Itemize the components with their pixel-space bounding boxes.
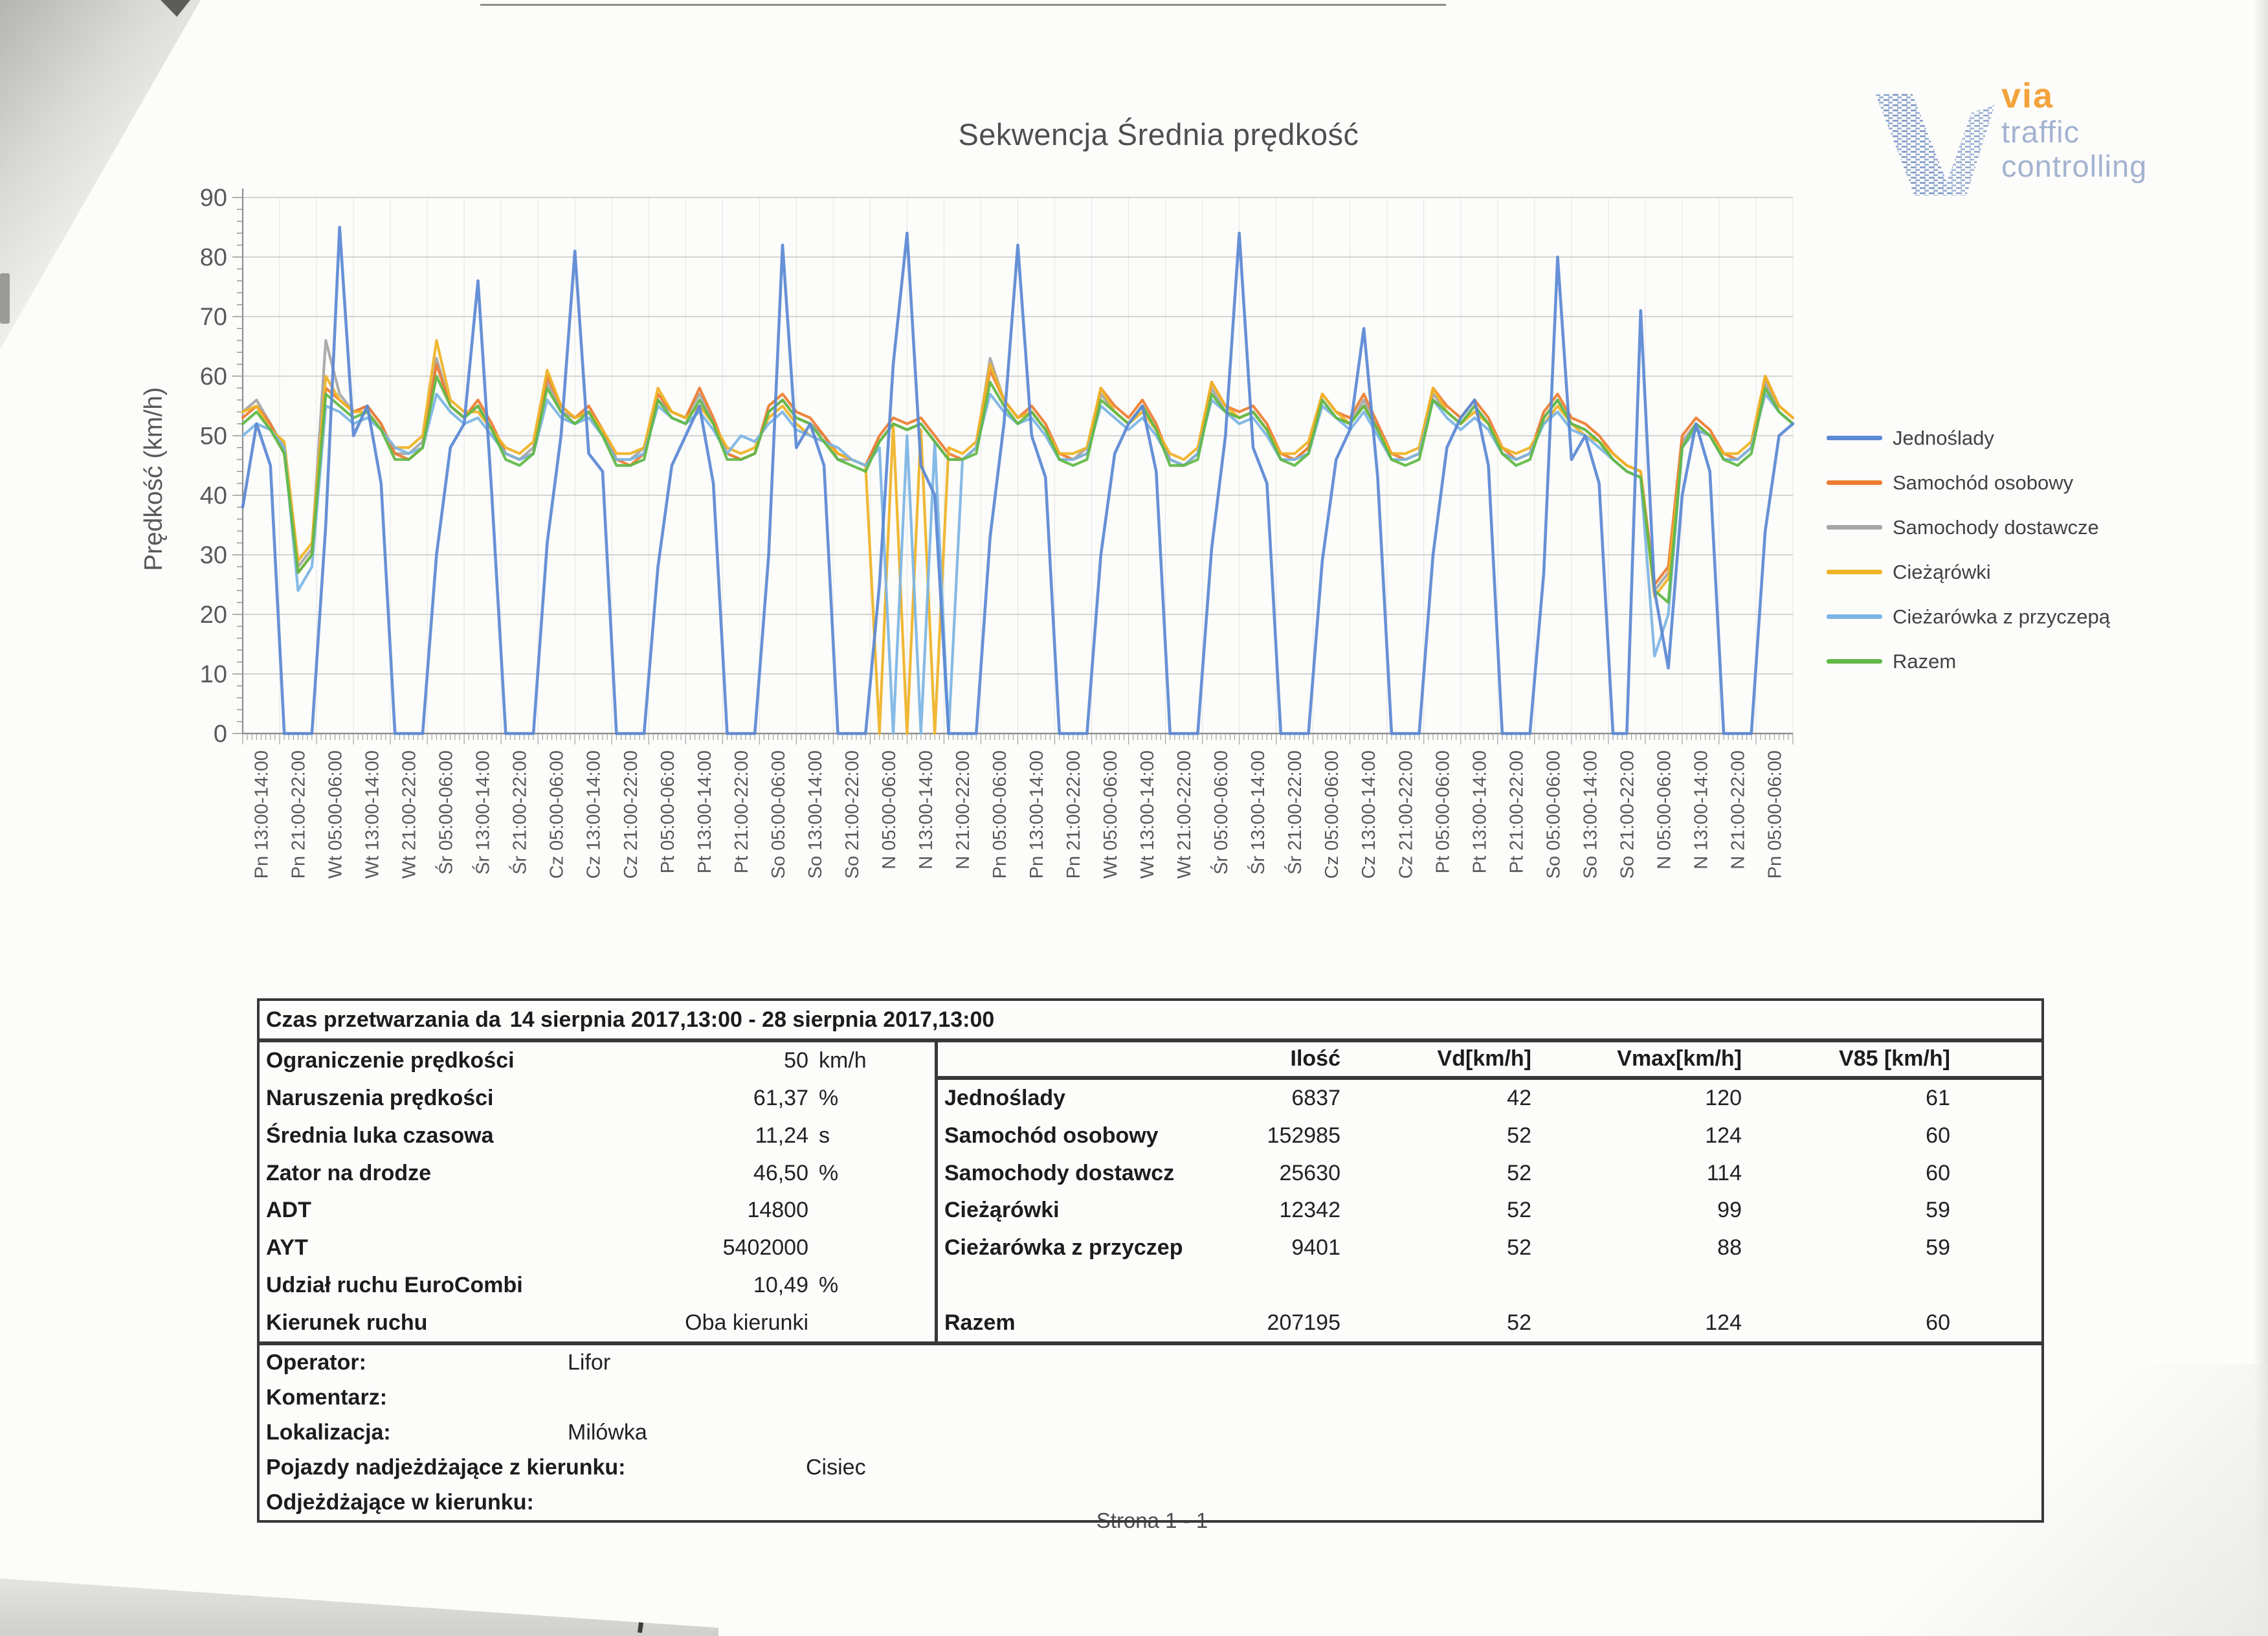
vehicle-class-label: Cieżąrówki — [944, 1198, 1060, 1223]
stat-row — [260, 1117, 935, 1155]
stat-unit: km/h — [819, 1048, 867, 1073]
statistics-table — [257, 998, 2044, 1523]
vehicle-class-value: 124 — [1705, 1123, 1742, 1148]
x-tick-label: So 13:00-14:00 — [1580, 750, 1601, 879]
logo-word-via: via — [2001, 76, 2054, 115]
x-tick-label: Cz 05:00-06:00 — [546, 750, 568, 879]
chart-legend — [1827, 416, 2110, 684]
x-tick-label: Cz 05:00-06:00 — [1322, 750, 1343, 879]
legend-entry — [1827, 505, 2110, 550]
processing-time-value: 14 sierpnia 2017,13:00 - 28 sierpnia 2017,13:00 — [509, 1007, 995, 1032]
x-tick-label: So 13:00-14:00 — [805, 750, 826, 879]
stat-value: 50 — [784, 1048, 808, 1073]
x-tick-label: N 21:00-22:00 — [952, 750, 973, 869]
stat-label: Udział ruchu EuroCombi — [266, 1272, 523, 1297]
legend-line-swatch — [1827, 480, 1882, 485]
legend-entry — [1827, 460, 2110, 505]
speed-line-chart — [181, 168, 1838, 1029]
scan-bottom-shadow — [0, 1554, 718, 1636]
vehicle-class-table — [938, 1042, 2041, 1341]
stat-value: 61,37 — [753, 1086, 808, 1111]
y-tick-label: 60 — [199, 363, 227, 390]
x-tick-label: N 05:00-06:00 — [1654, 750, 1675, 869]
legend-entry — [1827, 416, 2110, 460]
stat-unit: % — [819, 1272, 839, 1297]
vehicle-table-header — [938, 1042, 2041, 1080]
stat-row — [260, 1229, 935, 1267]
y-tick-label: 20 — [199, 601, 227, 629]
x-tick-label: Cz 13:00-14:00 — [1359, 750, 1380, 879]
x-tick-label: Cz 21:00-22:00 — [1395, 750, 1417, 879]
vehicle-table-row — [938, 1154, 2041, 1192]
stat-row — [260, 1042, 935, 1080]
x-tick-label: Pn 21:00-22:00 — [288, 750, 309, 879]
y-tick-label: 30 — [199, 542, 227, 569]
vehicle-class-value: 6837 — [1291, 1086, 1340, 1111]
x-tick-label: N 05:00-06:00 — [878, 750, 900, 869]
vehicle-class-value: 52 — [1507, 1310, 1531, 1335]
x-tick-label: Wt 13:00-14:00 — [362, 750, 383, 879]
y-tick-label: 90 — [199, 185, 227, 212]
processing-time-label: Czas przetwarzania da — [266, 1007, 501, 1032]
stat-value: Oba kierunki — [685, 1310, 808, 1335]
stat-label: AYT — [266, 1235, 308, 1261]
vehicle-table-spacer — [938, 1267, 2041, 1305]
stat-row — [260, 1080, 935, 1117]
vehicle-class-value: 42 — [1507, 1086, 1531, 1111]
x-tick-label: N 13:00-14:00 — [915, 750, 937, 869]
logo-v-mark-icon — [1874, 93, 1997, 196]
x-tick-label: Pn 13:00-14:00 — [1027, 750, 1048, 879]
vehicle-class-value: 60 — [1926, 1310, 1950, 1335]
vehicle-class-value: 124 — [1705, 1310, 1742, 1335]
logo-left-stroke — [1876, 93, 1952, 196]
metadata-label: Pojazdy nadjeżdżające z kierunku: — [266, 1455, 626, 1480]
x-tick-label: Pn 05:00-06:00 — [1764, 750, 1786, 879]
x-tick-label: Śr 05:00-06:00 — [1211, 750, 1232, 875]
stat-value: 5402000 — [722, 1235, 808, 1261]
metadata-label: Komentarz: — [266, 1385, 388, 1410]
x-tick-label: Śr 21:00-22:00 — [1285, 750, 1306, 875]
legend-line-swatch — [1827, 525, 1882, 530]
logo-word-controlling: controlling — [2001, 149, 2148, 184]
vehicle-class-value: Vd[km/h] — [1437, 1046, 1531, 1071]
legend-line-swatch — [1827, 436, 1882, 440]
legend-label: Cieżarówka z przyczepą — [1893, 605, 2110, 628]
vehicle-class-value: 52 — [1507, 1160, 1531, 1185]
vehicle-class-value: Vmax[km/h] — [1617, 1046, 1742, 1071]
metadata-rows — [260, 1345, 2041, 1520]
x-tick-label: Pt 21:00-22:00 — [1506, 750, 1528, 874]
scan-top-line — [480, 4, 1446, 6]
stat-row — [260, 1192, 935, 1229]
vehicle-class-label: Razem — [944, 1310, 1016, 1335]
stat-label: Kierunek ruchu — [266, 1310, 428, 1335]
legend-line-swatch — [1827, 570, 1882, 574]
legend-label: Samochody dostawcze — [1893, 515, 2099, 539]
x-tick-label: So 05:00-06:00 — [1543, 750, 1564, 879]
stat-label: Zator na drodze — [266, 1160, 432, 1185]
legend-line-swatch — [1827, 614, 1882, 619]
x-tick-label: Wt 21:00-22:00 — [1174, 750, 1195, 879]
y-tick-label: 10 — [199, 661, 227, 688]
x-tick-label: Śr 13:00-14:00 — [472, 750, 494, 875]
stat-value: 10,49 — [753, 1272, 808, 1297]
legend-label: Cieżąrówki — [1893, 560, 1991, 583]
legend-entry — [1827, 639, 2110, 684]
vehicle-table-row — [938, 1229, 2041, 1267]
metadata-label: Lokalizacja: — [266, 1420, 391, 1445]
metadata-value: Lifor — [568, 1350, 611, 1375]
stat-value: 14800 — [747, 1198, 808, 1223]
stat-row — [260, 1154, 935, 1192]
vehicle-class-value: 99 — [1717, 1198, 1742, 1223]
vehicle-class-value: 25630 — [1279, 1160, 1340, 1185]
x-tick-label: Pn 05:00-06:00 — [989, 750, 1010, 879]
vehicle-class-value: 52 — [1507, 1235, 1531, 1261]
vehicle-class-value: 59 — [1926, 1235, 1950, 1261]
x-tick-label: Wt 13:00-14:00 — [1137, 750, 1159, 879]
vehicle-class-value: 120 — [1705, 1086, 1742, 1111]
y-tick-label: 50 — [199, 423, 227, 450]
legend-label: Razem — [1893, 649, 1957, 673]
vehicle-class-value: 60 — [1926, 1123, 1950, 1148]
vehicle-class-label: Cieżarówka z przyczep — [944, 1235, 1183, 1261]
stat-value: 11,24 — [755, 1123, 808, 1148]
vehicle-class-value: 12342 — [1279, 1198, 1340, 1223]
legend-label: Jednoślady — [1893, 426, 1994, 449]
metadata-label: Operator: — [266, 1350, 366, 1375]
x-tick-label: Pt 05:00-06:00 — [657, 750, 678, 874]
x-tick-label: N 13:00-14:00 — [1691, 750, 1712, 869]
x-tick-label: So 21:00-22:00 — [841, 750, 863, 879]
x-tick-label: Wt 05:00-06:00 — [1100, 750, 1122, 879]
x-tick-label: Wt 05:00-06:00 — [325, 750, 346, 879]
x-tick-label: Pt 05:00-06:00 — [1432, 750, 1454, 874]
x-tick-label: Wt 21:00-22:00 — [399, 750, 420, 879]
metadata-label: Odjeżdżające w kierunku: — [266, 1490, 534, 1515]
summary-stats-table — [260, 1042, 938, 1341]
y-tick-label: 80 — [199, 244, 227, 271]
stat-label: Ograniczenie prędkości — [266, 1048, 515, 1073]
legend-entry — [1827, 550, 2110, 594]
vehicle-class-value: 52 — [1507, 1123, 1531, 1148]
metadata-row — [260, 1380, 2041, 1415]
y-tick-label: 0 — [213, 721, 227, 748]
vehicle-class-label: Samochody dostawcz — [944, 1160, 1175, 1185]
x-tick-label: N 21:00-22:00 — [1728, 750, 1749, 869]
logo-word-traffic: traffic — [2001, 115, 2080, 150]
metadata-value: Milówka — [568, 1420, 647, 1445]
x-tick-label: Cz 21:00-22:00 — [620, 750, 641, 879]
vehicle-class-value: 207195 — [1267, 1310, 1340, 1335]
vehicle-table-row — [938, 1117, 2041, 1155]
stat-unit: s — [819, 1123, 830, 1148]
vehicle-table-row — [938, 1192, 2041, 1229]
vehicle-class-value: 152985 — [1267, 1123, 1340, 1148]
vehicle-class-value: 60 — [1926, 1160, 1950, 1185]
metadata-row — [260, 1415, 2041, 1450]
stat-unit: % — [819, 1160, 839, 1185]
stat-label: Naruszenia prędkości — [266, 1086, 494, 1111]
x-tick-label: Śr 13:00-14:00 — [1248, 750, 1269, 875]
stat-value: 46,50 — [753, 1160, 808, 1185]
vehicle-class-value: 61 — [1926, 1086, 1950, 1111]
x-tick-label: Pt 13:00-14:00 — [1469, 750, 1491, 874]
vehicle-class-value: 88 — [1717, 1235, 1742, 1261]
metadata-row — [260, 1345, 2041, 1380]
stat-unit: % — [819, 1086, 839, 1111]
y-tick-label: 40 — [199, 482, 227, 510]
chart-title: Sekwencja Średnia prędkość — [958, 117, 1359, 151]
vehicle-table-total-row — [938, 1304, 2041, 1341]
x-tick-label: Śr 21:00-22:00 — [509, 750, 531, 875]
via-traffic-controlling-logo — [1874, 76, 2237, 212]
x-tick-label: So 21:00-22:00 — [1617, 750, 1638, 879]
x-tick-label: Pn 13:00-14:00 — [251, 750, 272, 879]
stat-label: ADT — [266, 1198, 311, 1223]
vehicle-class-label: Jednoślady — [944, 1086, 1066, 1111]
vehicle-class-value: Ilość — [1290, 1046, 1340, 1071]
vehicle-class-value: V85 [km/h] — [1839, 1046, 1950, 1071]
x-tick-label: Śr 05:00-06:00 — [436, 750, 457, 875]
metadata-row — [260, 1485, 2041, 1520]
stat-row — [260, 1267, 935, 1305]
x-tick-label: Pt 13:00-14:00 — [694, 750, 715, 874]
metadata-value: Cisiec — [806, 1455, 866, 1480]
scan-edge-mark — [0, 273, 10, 324]
processing-time-row — [260, 1001, 2041, 1042]
x-tick-label: Pn 21:00-22:00 — [1063, 750, 1085, 879]
stat-row — [260, 1304, 935, 1341]
vehicle-class-value: 52 — [1507, 1198, 1531, 1223]
x-tick-label: Pt 21:00-22:00 — [731, 750, 752, 874]
metadata-row — [260, 1450, 2041, 1485]
vehicle-class-value: 114 — [1706, 1160, 1742, 1185]
vehicle-class-label: Samochód osobowy — [944, 1123, 1159, 1148]
logo-right-stroke — [1942, 105, 1995, 196]
vehicle-class-value: 9401 — [1291, 1235, 1340, 1261]
x-tick-label: Cz 13:00-14:00 — [583, 750, 605, 879]
legend-entry — [1827, 594, 2110, 639]
legend-line-swatch — [1827, 659, 1882, 664]
x-tick-label: So 05:00-06:00 — [768, 750, 789, 879]
vehicle-class-value: 59 — [1926, 1198, 1950, 1223]
legend-label: Samochód osobowy — [1893, 471, 2074, 494]
page-number: Strona 1 - 1 — [1096, 1508, 1208, 1532]
y-tick-label: 70 — [199, 304, 227, 331]
vehicle-table-row — [938, 1080, 2041, 1117]
y-axis-title: Prędkość (km/h) — [140, 387, 168, 571]
stat-label: Średnia luka czasowa — [266, 1123, 494, 1148]
